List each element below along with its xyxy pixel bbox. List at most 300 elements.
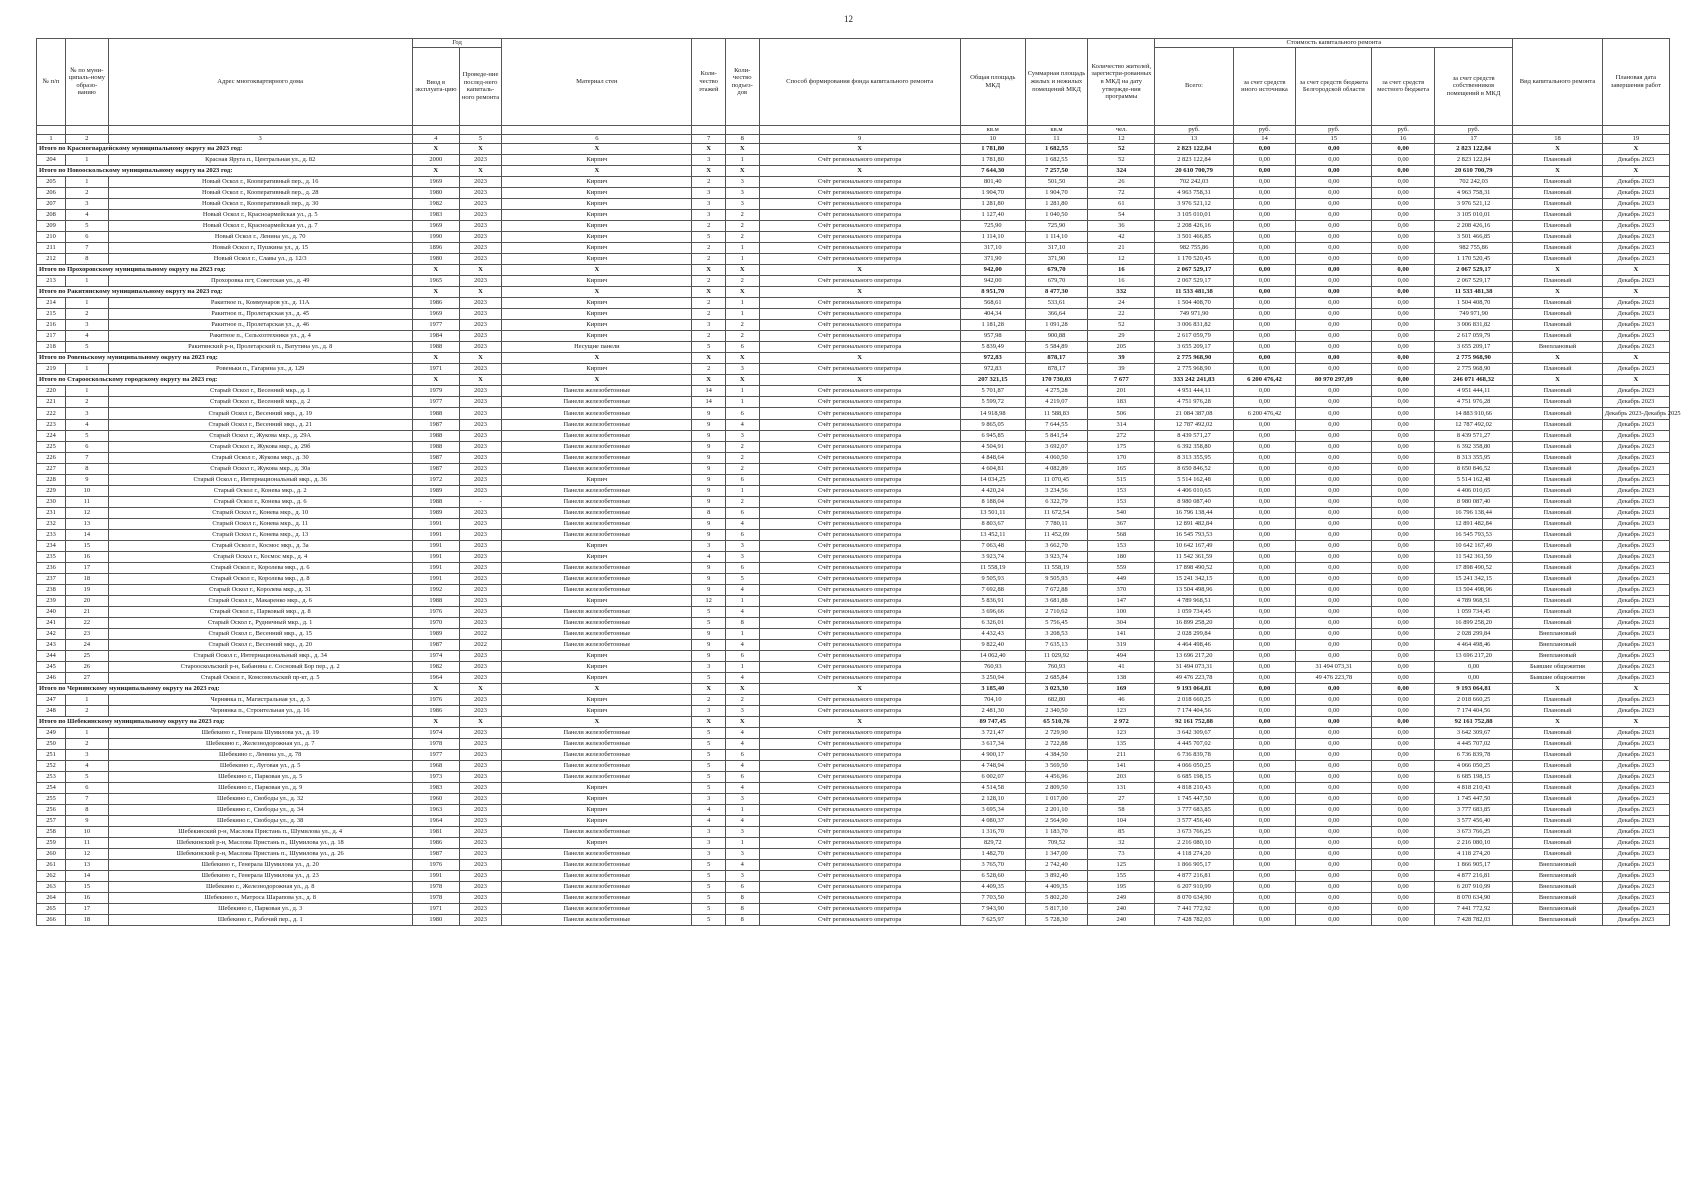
residents: 169 <box>1088 683 1155 694</box>
row-number: 252 <box>37 760 66 771</box>
row-mun-number: 2 <box>66 738 109 749</box>
row-living-area: 11 672,54 <box>1025 507 1088 518</box>
row-floors: 8 <box>692 507 726 518</box>
row-fund-method: Счёт регионального оператора <box>759 617 960 628</box>
row-living-area: 7 635,13 <box>1025 639 1088 650</box>
table-row <box>37 859 1670 870</box>
row-number: 220 <box>37 385 66 396</box>
row-entrances: 1 <box>725 154 759 165</box>
row-number: 251 <box>37 749 66 760</box>
table-row <box>37 837 1670 848</box>
row-wall-material: Кирпич <box>502 187 692 198</box>
row-year-commission: 1989 <box>412 507 459 518</box>
row-entrances: 2 <box>725 463 759 474</box>
row-fund-method: Счёт регионального оператора <box>759 859 960 870</box>
row-total-area: 801,40 <box>960 176 1025 187</box>
row-year-last-repair: 2023 <box>459 727 502 738</box>
row-year-commission: 1969 <box>412 176 459 187</box>
row-address: Чернянка п., Магистральная ул., д. 3 <box>108 694 412 705</box>
row-wall-material: Кирпич <box>502 705 692 716</box>
row-year-commission: 1980 <box>412 187 459 198</box>
row-year-last-repair: 2023 <box>459 474 502 485</box>
total-year-commission-placeholder: X <box>412 286 459 297</box>
row-living-area: 3 892,40 <box>1025 870 1088 881</box>
row-total-area: 1 904,70 <box>960 187 1025 198</box>
row-repair-type: Плановый <box>1513 848 1602 859</box>
district-total-label: Итого по Шебекинскому муниципальному округу на 2023 год: <box>37 716 413 727</box>
row-cost-other-source: 0,00 <box>1233 396 1296 407</box>
row-year-commission: 1971 <box>412 363 459 374</box>
row-number: 263 <box>37 881 66 892</box>
total-entrances-placeholder: X <box>725 143 759 154</box>
total-deadline-placeholder: X <box>1602 165 1669 176</box>
column-number: 13 <box>1155 134 1233 143</box>
row-fund-method: Счёт регионального оператора <box>759 628 960 639</box>
row-fund-method: Счёт регионального оператора <box>759 606 960 617</box>
row-total-area: 3 721,47 <box>960 727 1025 738</box>
row-entrances: 1 <box>725 385 759 396</box>
row-cost-total: 3 976 521,12 <box>1155 198 1233 209</box>
row-cost-regional-budget: 0,00 <box>1296 441 1372 452</box>
row-living-area: 5 841,54 <box>1025 430 1088 441</box>
row-entrances: 6 <box>725 771 759 782</box>
row-cost-other-source: 0,00 <box>1233 275 1296 286</box>
row-cost-total: 13 696 217,20 <box>1155 650 1233 661</box>
total-fund-placeholder: X <box>759 264 960 275</box>
row-year-commission: 1989 <box>412 485 459 496</box>
row-number: 234 <box>37 540 66 551</box>
row-cost-regional-budget: 0,00 <box>1296 903 1372 914</box>
row-address: Старый Оскол г., Весенний мкр., д. 15 <box>108 628 412 639</box>
col-header-fund: Способ формирования фонда капитального ремонта <box>759 39 960 126</box>
row-number: 237 <box>37 573 66 584</box>
row-cost-other-source: 0,00 <box>1233 760 1296 771</box>
row-cost-owners: 4 066 050,25 <box>1434 760 1512 771</box>
residents: 332 <box>1088 286 1155 297</box>
row-total-area: 5 599,72 <box>960 396 1025 407</box>
row-cost-owners: 15 241 342,15 <box>1434 573 1512 584</box>
row-cost-owners: 14 883 910,66 <box>1434 407 1512 419</box>
row-living-area: 4 275,28 <box>1025 385 1088 396</box>
total-area: 1 781,80 <box>960 143 1025 154</box>
row-cost-total: 6 392 358,80 <box>1155 441 1233 452</box>
table-body <box>37 143 1681 925</box>
row-living-area: 11 070,45 <box>1025 474 1088 485</box>
row-mun-number: 9 <box>66 815 109 826</box>
row-year-commission: 1960 <box>412 793 459 804</box>
row-year-commission: 1973 <box>412 771 459 782</box>
row-entrances: 4 <box>725 584 759 595</box>
row-deadline: Декабрь 2023 <box>1602 507 1669 518</box>
row-year-commission: 1991 <box>412 518 459 529</box>
row-address: Ракитянский р-н, Пролетарский п., Ватутина ул., д. 8 <box>108 341 412 352</box>
row-cost-other-source: 0,00 <box>1233 220 1296 231</box>
row-year-last-repair: 2023 <box>459 672 502 683</box>
row-entrances: 1 <box>725 297 759 308</box>
row-floors: 5 <box>692 617 726 628</box>
row-total-area: 3 765,70 <box>960 859 1025 870</box>
row-wall-material: Несущие панели <box>502 341 692 352</box>
row-number: 259 <box>37 837 66 848</box>
row-floors: 5 <box>692 738 726 749</box>
row-wall-material: Кирпич <box>502 319 692 330</box>
row-repair-type: Плановый <box>1513 727 1602 738</box>
row-cost-owners: 0,00 <box>1434 661 1512 672</box>
row-number: 239 <box>37 595 66 606</box>
row-entrances: 3 <box>725 430 759 441</box>
total-year-last-repair-placeholder: X <box>459 264 502 275</box>
table-row <box>37 529 1670 540</box>
row-residents: 568 <box>1088 529 1155 540</box>
row-year-last-repair: 2023 <box>459 176 502 187</box>
row-cost-regional-budget: 0,00 <box>1296 551 1372 562</box>
row-year-commission: 1972 <box>412 474 459 485</box>
row-mun-number: 1 <box>66 297 109 308</box>
row-cost-total: 2 216 080,10 <box>1155 837 1233 848</box>
row-fund-method: Счёт регионального оператора <box>759 562 960 573</box>
row-mun-number: 10 <box>66 826 109 837</box>
total-year-last-repair-placeholder: X <box>459 286 502 297</box>
row-cost-regional-budget: 0,00 <box>1296 297 1372 308</box>
row-living-area: 709,52 <box>1025 837 1088 848</box>
row-deadline: Декабрь 2023 <box>1602 242 1669 253</box>
row-wall-material: Панели железобетонные <box>502 760 692 771</box>
row-deadline: Декабрь 2023 <box>1602 176 1669 187</box>
row-number: 218 <box>37 341 66 352</box>
total-fund-placeholder: X <box>759 716 960 727</box>
row-cost-local-budget: 0,00 <box>1372 826 1435 837</box>
row-total-area: 8 188,04 <box>960 496 1025 507</box>
row-cost-other-source: 0,00 <box>1233 826 1296 837</box>
cost-regional-budget: 0,00 <box>1296 716 1372 727</box>
row-residents: 26 <box>1088 176 1155 187</box>
row-fund-method: Счёт регионального оператора <box>759 507 960 518</box>
row-mun-number: 4 <box>66 209 109 220</box>
row-year-last-repair: 2023 <box>459 892 502 903</box>
row-entrances: 1 <box>725 595 759 606</box>
table-row <box>37 242 1670 253</box>
column-number: 19 <box>1602 134 1669 143</box>
district-total-row <box>37 165 1670 176</box>
row-cost-other-source: 0,00 <box>1233 848 1296 859</box>
row-cost-local-budget: 0,00 <box>1372 573 1435 584</box>
row-cost-regional-budget: 0,00 <box>1296 407 1372 419</box>
row-cost-other-source: 0,00 <box>1233 485 1296 496</box>
total-year-last-repair-placeholder: X <box>459 374 502 385</box>
total-deadline-placeholder: X <box>1602 683 1669 694</box>
row-wall-material: Кирпич <box>502 198 692 209</box>
row-cost-owners: 13 696 217,20 <box>1434 650 1512 661</box>
row-address: Шебекино г., Матроса Шарапова ул., д. 8 <box>108 892 412 903</box>
row-cost-total: 4 951 444,11 <box>1155 385 1233 396</box>
row-year-commission: 1986 <box>412 297 459 308</box>
row-cost-regional-budget: 0,00 <box>1296 319 1372 330</box>
row-living-area: 501,50 <box>1025 176 1088 187</box>
row-cost-local-budget: 0,00 <box>1372 330 1435 341</box>
row-living-area: 3 208,53 <box>1025 628 1088 639</box>
row-cost-regional-budget: 0,00 <box>1296 496 1372 507</box>
row-residents: 506 <box>1088 407 1155 419</box>
row-wall-material: Кирпич <box>502 220 692 231</box>
row-year-last-repair: 2023 <box>459 209 502 220</box>
row-cost-total: 7 174 404,56 <box>1155 705 1233 716</box>
row-total-area: 1 181,28 <box>960 319 1025 330</box>
row-floors: 5 <box>692 672 726 683</box>
row-floors: 9 <box>692 474 726 485</box>
row-wall-material: Кирпич <box>502 793 692 804</box>
col-header-local-budget: за счет средств местного бюджета <box>1372 47 1435 125</box>
table-row <box>37 892 1670 903</box>
row-deadline: Декабрь 2023 <box>1602 826 1669 837</box>
row-cost-other-source: 0,00 <box>1233 540 1296 551</box>
row-cost-local-budget: 0,00 <box>1372 617 1435 628</box>
living-area: 1 682,55 <box>1025 143 1088 154</box>
row-cost-total: 2 775 968,90 <box>1155 363 1233 374</box>
row-total-area: 568,61 <box>960 297 1025 308</box>
row-total-area: 704,10 <box>960 694 1025 705</box>
total-deadline-placeholder: X <box>1602 286 1669 297</box>
row-cost-local-budget: 0,00 <box>1372 881 1435 892</box>
row-cost-local-budget: 0,00 <box>1372 496 1435 507</box>
row-mun-number: 4 <box>66 419 109 430</box>
row-residents: 155 <box>1088 870 1155 881</box>
row-year-commission: 1896 <box>412 242 459 253</box>
row-address: Старый Оскол г., Конева мкр., д. 2 <box>108 485 412 496</box>
row-fund-method: Счёт регионального оператора <box>759 639 960 650</box>
row-fund-method: Счёт регионального оператора <box>759 308 960 319</box>
row-wall-material: Кирпич <box>502 209 692 220</box>
row-wall-material: Панели железобетонные <box>502 749 692 760</box>
row-year-commission: 1974 <box>412 650 459 661</box>
row-residents: 319 <box>1088 639 1155 650</box>
row-wall-material: Панели железобетонные <box>502 507 692 518</box>
row-living-area: 5 728,30 <box>1025 914 1088 925</box>
unit-label: чел. <box>1088 125 1155 134</box>
row-fund-method: Счёт регионального оператора <box>759 463 960 474</box>
row-cost-local-budget: 0,00 <box>1372 859 1435 870</box>
row-cost-other-source: 0,00 <box>1233 650 1296 661</box>
row-floors: 3 <box>692 793 726 804</box>
cost-owners: 2 067 529,17 <box>1434 264 1512 275</box>
row-cost-total: 16 796 138,44 <box>1155 507 1233 518</box>
row-floors: 9 <box>692 430 726 441</box>
units-cell-empty <box>1602 125 1669 134</box>
row-cost-regional-budget: 0,00 <box>1296 639 1372 650</box>
column-number: 11 <box>1025 134 1088 143</box>
district-total-label: Итого по Ракитянскому муниципальному округу на 2023 год: <box>37 286 413 297</box>
row-deadline: Декабрь 2023 <box>1602 793 1669 804</box>
row-cost-local-budget: 0,00 <box>1372 308 1435 319</box>
total-deadline-placeholder: X <box>1602 352 1669 363</box>
table-row <box>37 518 1670 529</box>
row-entrances: 2 <box>725 209 759 220</box>
row-mun-number: 2 <box>66 396 109 407</box>
row-fund-method: Счёт регионального оператора <box>759 760 960 771</box>
row-mun-number: 8 <box>66 253 109 264</box>
total-floors-placeholder: X <box>692 264 726 275</box>
row-residents: 52 <box>1088 154 1155 165</box>
row-cost-total: 12 891 482,84 <box>1155 518 1233 529</box>
row-cost-regional-budget: 0,00 <box>1296 463 1372 474</box>
living-area: 7 257,50 <box>1025 165 1088 176</box>
row-total-area: 14 034,25 <box>960 474 1025 485</box>
total-repair-type-placeholder: X <box>1513 683 1602 694</box>
row-repair-type: Плановый <box>1513 826 1602 837</box>
row-living-area: 5 584,89 <box>1025 341 1088 352</box>
row-year-last-repair: 2023 <box>459 297 502 308</box>
row-year-commission: 1977 <box>412 396 459 407</box>
table-row <box>37 562 1670 573</box>
table-row <box>37 330 1670 341</box>
row-year-commission: 1964 <box>412 815 459 826</box>
row-total-area: 4 514,58 <box>960 782 1025 793</box>
row-repair-type: Плановый <box>1513 573 1602 584</box>
row-year-commission: 1978 <box>412 892 459 903</box>
table-row <box>37 452 1670 463</box>
row-cost-regional-budget: 0,00 <box>1296 804 1372 815</box>
row-number: 216 <box>37 319 66 330</box>
row-cost-owners: 8 439 571,27 <box>1434 430 1512 441</box>
table-row <box>37 771 1670 782</box>
row-entrances: 3 <box>725 826 759 837</box>
total-wall-placeholder: X <box>502 165 692 176</box>
row-wall-material: Панели железобетонные <box>502 639 692 650</box>
row-address: Старый Оскол г., Интернациональный мкр., д. 34 <box>108 650 412 661</box>
row-entrances: 1 <box>725 396 759 407</box>
total-entrances-placeholder: X <box>725 286 759 297</box>
row-year-last-repair: 2023 <box>459 837 502 848</box>
row-residents: 147 <box>1088 595 1155 606</box>
district-total-row <box>37 683 1670 694</box>
row-cost-other-source: 0,00 <box>1233 430 1296 441</box>
row-deadline: Декабрь 2023 <box>1602 595 1669 606</box>
row-wall-material: Панели железобетонные <box>502 573 692 584</box>
row-year-commission: 1986 <box>412 705 459 716</box>
row-deadline: Декабрь 2023 <box>1602 474 1669 485</box>
cost-regional-budget: 0,00 <box>1296 352 1372 363</box>
row-address: Новый Оскол г., Красноармейская ул., д. 7 <box>108 220 412 231</box>
row-mun-number: 20 <box>66 595 109 606</box>
row-living-area: 1 183,70 <box>1025 826 1088 837</box>
cost-other-source: 0,00 <box>1233 716 1296 727</box>
row-repair-type: Плановый <box>1513 749 1602 760</box>
row-repair-type: Плановый <box>1513 584 1602 595</box>
row-fund-method: Счёт регионального оператора <box>759 573 960 584</box>
row-cost-local-budget: 0,00 <box>1372 848 1435 859</box>
units-cell-empty <box>759 125 960 134</box>
row-fund-method: Счёт регионального оператора <box>759 837 960 848</box>
row-year-last-repair: 2023 <box>459 187 502 198</box>
row-cost-total: 4 789 968,51 <box>1155 595 1233 606</box>
row-cost-other-source: 0,00 <box>1233 859 1296 870</box>
row-wall-material: Кирпич <box>502 231 692 242</box>
row-repair-type: Плановый <box>1513 330 1602 341</box>
row-cost-regional-budget: 0,00 <box>1296 341 1372 352</box>
row-year-commission: 1988 <box>412 407 459 419</box>
row-entrances: 1 <box>725 242 759 253</box>
row-year-commission: 1987 <box>412 463 459 474</box>
row-cost-local-budget: 0,00 <box>1372 253 1435 264</box>
row-address: Шебекинский р-н, Маслова Пристань п., Шумилова ул., д. 26 <box>108 848 412 859</box>
row-year-last-repair: 2023 <box>459 749 502 760</box>
row-cost-owners: 4 751 976,28 <box>1434 396 1512 407</box>
row-cost-other-source: 0,00 <box>1233 892 1296 903</box>
row-living-area: 7 780,11 <box>1025 518 1088 529</box>
row-cost-total: 4 464 498,46 <box>1155 639 1233 650</box>
table-row <box>37 463 1670 474</box>
unit-label: руб. <box>1296 125 1372 134</box>
row-residents: 170 <box>1088 452 1155 463</box>
row-mun-number: 1 <box>66 385 109 396</box>
row-residents: 559 <box>1088 562 1155 573</box>
row-residents: 180 <box>1088 551 1155 562</box>
row-cost-regional-budget: 0,00 <box>1296 231 1372 242</box>
total-area: 3 185,40 <box>960 683 1025 694</box>
row-cost-other-source: 0,00 <box>1233 419 1296 430</box>
row-repair-type: Бывшие общежития <box>1513 672 1602 683</box>
row-cost-other-source: 0,00 <box>1233 463 1296 474</box>
row-cost-regional-budget: 0,00 <box>1296 385 1372 396</box>
row-floors: 3 <box>692 187 726 198</box>
total-wall-placeholder: X <box>502 286 692 297</box>
row-number: 208 <box>37 209 66 220</box>
row-year-commission: 1968 <box>412 760 459 771</box>
row-deadline: Декабрь 2023 <box>1602 463 1669 474</box>
row-residents: 135 <box>1088 738 1155 749</box>
row-cost-total: 3 006 831,82 <box>1155 319 1233 330</box>
unit-label: руб. <box>1155 125 1233 134</box>
total-fund-placeholder: X <box>759 286 960 297</box>
row-year-last-repair: 2023 <box>459 793 502 804</box>
cost-total: 2 823 122,84 <box>1155 143 1233 154</box>
row-number: 213 <box>37 275 66 286</box>
row-year-last-repair: 2023 <box>459 529 502 540</box>
row-cost-owners: 1 059 734,45 <box>1434 606 1512 617</box>
row-floors: 4 <box>692 551 726 562</box>
row-year-commission: 1989 <box>412 628 459 639</box>
row-residents: 131 <box>1088 782 1155 793</box>
row-year-last-repair: 2023 <box>459 341 502 352</box>
row-cost-owners: 2 028 299,84 <box>1434 628 1512 639</box>
row-total-area: 7 692,88 <box>960 584 1025 595</box>
row-fund-method: Счёт регионального оператора <box>759 275 960 286</box>
total-entrances-placeholder: X <box>725 374 759 385</box>
row-year-last-repair: 2023 <box>459 804 502 815</box>
row-cost-local-budget: 0,00 <box>1372 793 1435 804</box>
row-cost-local-budget: 0,00 <box>1372 870 1435 881</box>
row-number: 257 <box>37 815 66 826</box>
table-row <box>37 253 1670 264</box>
row-year-commission: 1980 <box>412 253 459 264</box>
row-address: Новый Оскол г., Кооперативный пер., д. 28 <box>108 187 412 198</box>
row-floors: 9 <box>692 573 726 584</box>
row-total-area: 14 918,98 <box>960 407 1025 419</box>
row-residents: 46 <box>1088 694 1155 705</box>
row-address: Шебекино г., Парковая ул., д. 3 <box>108 903 412 914</box>
cost-local-budget: 0,00 <box>1372 374 1435 385</box>
row-year-commission: 1976 <box>412 606 459 617</box>
row-wall-material: Кирпич <box>502 595 692 606</box>
row-deadline: Декабрь 2023 <box>1602 198 1669 209</box>
row-year-commission: 1990 <box>412 231 459 242</box>
row-entrances: 2 <box>725 441 759 452</box>
row-fund-method: Счёт регионального оператора <box>759 650 960 661</box>
row-repair-type: Плановый <box>1513 738 1602 749</box>
row-year-last-repair: 2023 <box>459 407 502 419</box>
row-mun-number: 7 <box>66 793 109 804</box>
row-entrances: 8 <box>725 617 759 628</box>
row-cost-other-source: 0,00 <box>1233 606 1296 617</box>
